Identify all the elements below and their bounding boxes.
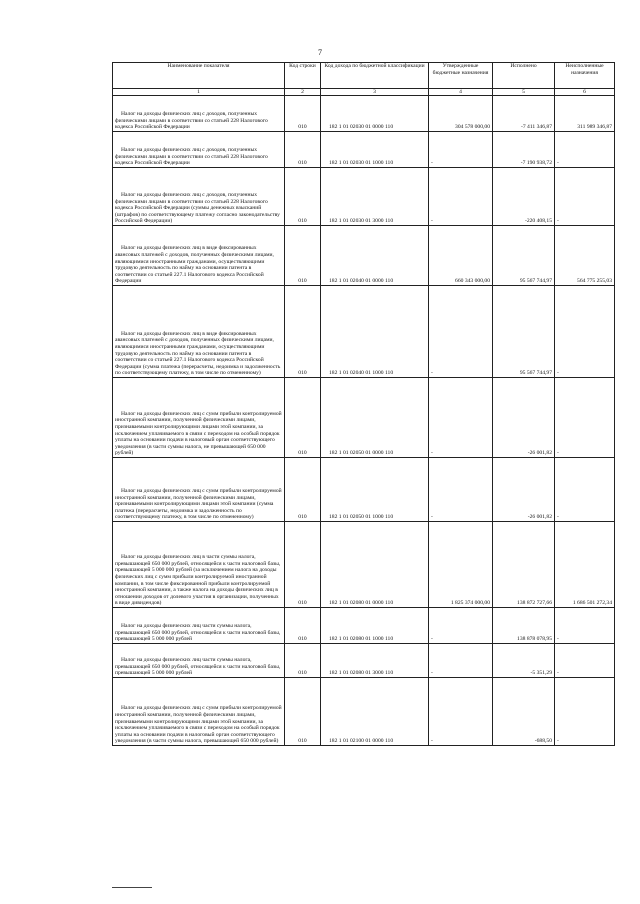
row-line-code-cell: 010: [285, 644, 321, 678]
row-executed-cell: 95 567 744,97: [493, 286, 555, 378]
row-unexecuted-cell: -: [555, 644, 615, 678]
table-row: [113, 522, 615, 608]
row-approved-cell: 304 578 000,00: [429, 96, 493, 132]
row-line-code-cell: 010: [285, 458, 321, 522]
row-approved-cell: -: [429, 644, 493, 678]
row-name-cell: Налог на доходы физических лиц части суммы налога, превышающей 650 000 рублей, относящейся к части налоговой базы, превышающей 5 000 000 рублей: [113, 608, 285, 644]
header-unexecuted: Неисполненные назначения: [555, 63, 615, 89]
budget-execution-table: [112, 62, 615, 746]
table-row: [113, 378, 615, 458]
row-approved-cell: -: [429, 378, 493, 458]
row-line-code-cell: 010: [285, 132, 321, 168]
column-number: 4: [429, 89, 493, 96]
column-number: 2: [285, 89, 321, 96]
row-name-cell: Налог на доходы физических лиц части суммы налога, превышающей 650 000 рублей, относящейся к части налоговой базы, превышающей 5 000 000 рублей: [113, 644, 285, 678]
row-approved-cell: -: [429, 678, 493, 746]
row-line-code-cell: 010: [285, 96, 321, 132]
row-name-cell: Налог на доходы физических лиц в части суммы налога, превышающей 650 000 рублей, относящейся к части налоговой базы, превышающей 5 000 000 рублей (за исключением налога на доходы физических лиц с сумм прибыли контролируемой иностранной компании, в том числе фиксированной прибыли контролируемой иностранной компании, а также налога на доходы физических лиц в отношении доходов от долевого участия в организации, полученных в виде дивидендов): [113, 522, 285, 608]
row-executed-cell: 138 878 078,95: [493, 608, 555, 644]
table-row: [113, 458, 615, 522]
row-unexecuted-cell: 311 989 346,87: [555, 96, 615, 132]
header-income-code: Код дохода по бюджетной классификации: [321, 63, 429, 89]
table-row: [113, 644, 615, 678]
row-executed-cell: 138 872 727,66: [493, 522, 555, 608]
table-row: [113, 608, 615, 644]
table-row: [113, 132, 615, 168]
column-number-row: [113, 89, 615, 96]
row-unexecuted-cell: -: [555, 378, 615, 458]
row-income-code-cell: 182 1 01 02080 01 0000 110: [321, 522, 429, 608]
row-unexecuted-cell: -: [555, 608, 615, 644]
row-name-cell: Налог на доходы физических лиц с доходов, полученных физическими лицами в соответствии со статьей 228 Налогового кодекса Российской Федерации: [113, 96, 285, 132]
row-income-code-cell: 182 1 01 02040 01 0000 110: [321, 226, 429, 286]
row-executed-cell: -5 351,29: [493, 644, 555, 678]
row-name-cell: Налог на доходы физических лиц с доходов, полученных физическими лицами в соответствии со статьей 228 Налогового кодекса Российской Федерации (суммы денежных взысканий (штрафов) по соответствующему платежу согласно законодательству Российской Федерации): [113, 168, 285, 226]
row-unexecuted-cell: -: [555, 168, 615, 226]
row-line-code-cell: 010: [285, 608, 321, 644]
column-number: 6: [555, 89, 615, 96]
row-income-code-cell: 182 1 01 02030 01 3000 110: [321, 168, 429, 226]
row-unexecuted-cell: 1 686 501 272,34: [555, 522, 615, 608]
row-approved-cell: -: [429, 608, 493, 644]
row-executed-cell: -26 001,82: [493, 458, 555, 522]
row-name-cell: Налог на доходы физических лиц с сумм прибыли контролируемой иностранной компании, полученной физическими лицами, признаваемыми контролирующими лицами этой компании (сумма платежа (перерасчеты, недоимка и задолженность по соответствующему платежу, в том числе по отмененному): [113, 458, 285, 522]
header-line-code: Код строки: [285, 63, 321, 89]
row-executed-cell: -688,50: [493, 678, 555, 746]
row-income-code-cell: 182 1 01 02030 01 1000 110: [321, 132, 429, 168]
row-name-cell: Налог на доходы физических лиц с сумм прибыли контролируемой иностранной компании, полученной физическими лицами, признаваемыми контролирующими лицами этой компании, за исключением уплачиваемого в связи с переходом на особый порядок уплаты на основании подачи в налоговый орган соответствующего уведомления (в части суммы налога, не превышающей 650 000 рублей): [113, 378, 285, 458]
row-line-code-cell: 010: [285, 522, 321, 608]
row-executed-cell: -220 408,15: [493, 168, 555, 226]
page-number: 7: [318, 48, 322, 57]
row-income-code-cell: 182 1 01 02080 01 3000 110: [321, 644, 429, 678]
row-approved-cell: -: [429, 286, 493, 378]
row-line-code-cell: 010: [285, 286, 321, 378]
row-approved-cell: -: [429, 168, 493, 226]
row-executed-cell: -7 190 938,72: [493, 132, 555, 168]
table-row: [113, 286, 615, 378]
row-unexecuted-cell: 564 775 255,03: [555, 226, 615, 286]
header-executed: Исполнено: [493, 63, 555, 89]
row-line-code-cell: 010: [285, 678, 321, 746]
row-approved-cell: 660 343 000,00: [429, 226, 493, 286]
footer-rule: [112, 887, 152, 888]
table-row: [113, 226, 615, 286]
row-line-code-cell: 010: [285, 378, 321, 458]
row-executed-cell: -7 411 346,87: [493, 96, 555, 132]
row-income-code-cell: 182 1 01 02100 01 0000 110: [321, 678, 429, 746]
table-header-row: [113, 63, 615, 89]
row-name-cell: Налог на доходы физических лиц с доходов, полученных физическими лицами в соответствии со статьей 228 Налогового кодекса Российской Федерации: [113, 132, 285, 168]
row-name-cell: Налог на доходы физических лиц в виде фиксированных авансовых платежей с доходов, полученных физическими лицами, являющимися иностранными гражданами, осуществляющими трудовую деятельность по найму на основании патента в соответствии со статьей 227.1 Налогового кодекса Российской Федерации: [113, 226, 285, 286]
row-approved-cell: -: [429, 132, 493, 168]
header-name: Наименование показателя: [113, 63, 285, 89]
row-approved-cell: -: [429, 458, 493, 522]
row-line-code-cell: 010: [285, 226, 321, 286]
row-unexecuted-cell: -: [555, 132, 615, 168]
row-income-code-cell: 182 1 01 02050 01 0000 110: [321, 378, 429, 458]
row-income-code-cell: 182 1 01 02080 01 1000 110: [321, 608, 429, 644]
row-name-cell: Налог на доходы физических лиц с сумм прибыли контролируемой иностранной компании, полученной физическими лицами, признаваемыми контролирующими лицами этой компании, за исключением уплачиваемого в связи с переходом на особый порядок уплаты на основании подачи в налоговый орган соответствующего уведомления (в части суммы налога, превышающей 650 000 рублей): [113, 678, 285, 746]
row-line-code-cell: 010: [285, 168, 321, 226]
table-row: [113, 96, 615, 132]
column-number: 3: [321, 89, 429, 96]
row-income-code-cell: 182 1 01 02030 01 0000 110: [321, 96, 429, 132]
table-row: [113, 678, 615, 746]
row-executed-cell: -26 001,82: [493, 378, 555, 458]
column-number: 5: [493, 89, 555, 96]
row-unexecuted-cell: -: [555, 458, 615, 522]
column-number: 1: [113, 89, 285, 96]
table-row: [113, 168, 615, 226]
row-income-code-cell: 182 1 01 02040 01 1000 110: [321, 286, 429, 378]
row-unexecuted-cell: -: [555, 678, 615, 746]
row-name-cell: Налог на доходы физических лиц в виде фиксированных авансовых платежей с доходов, полученных физическими лицами, являющимися иностранными гражданами, осуществляющими трудовую деятельность по найму на основании патента в соответствии со статьей 227.1 Налогового кодекса Российской Федерации (сумма платежа (перерасчеты, недоимка и задолженность по соответствующему платежу, в том числе по отмененному): [113, 286, 285, 378]
row-income-code-cell: 182 1 01 02050 01 1000 110: [321, 458, 429, 522]
row-unexecuted-cell: -: [555, 286, 615, 378]
row-executed-cell: 95 567 744,97: [493, 226, 555, 286]
row-approved-cell: 1 825 374 000,00: [429, 522, 493, 608]
header-approved: Утвержденные бюджетные назначения: [429, 63, 493, 89]
